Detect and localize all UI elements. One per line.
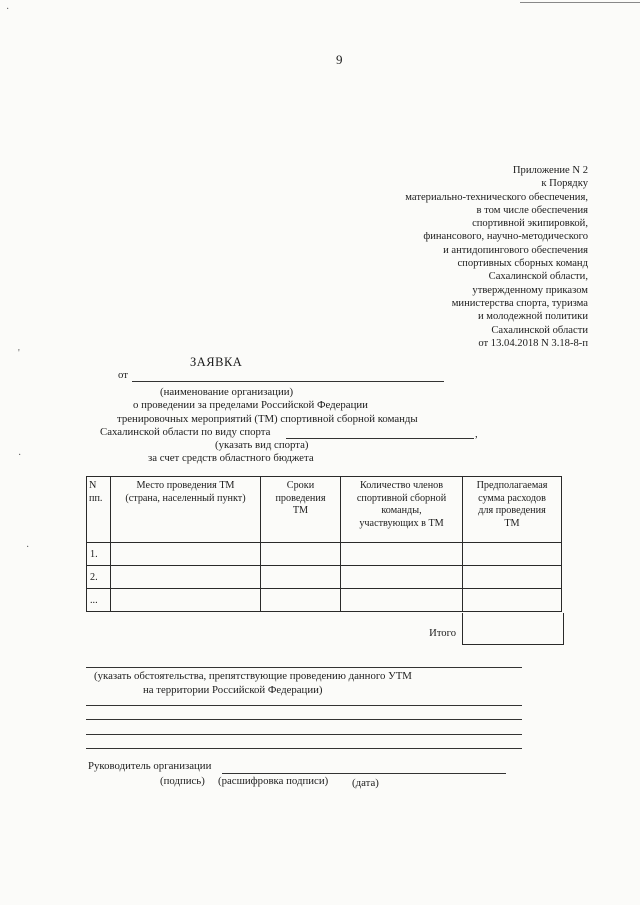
blank-line[interactable]: [86, 734, 522, 735]
appendix-line: министерства спорта, туризма: [451, 297, 588, 309]
blank-line[interactable]: [86, 748, 522, 749]
cell-expenses[interactable]: [463, 566, 562, 589]
header-dates: [261, 477, 341, 543]
scan-speck: ·: [26, 542, 30, 553]
circumstances-hint: на территории Российской Федерации): [143, 684, 323, 696]
appendix-line: и антидопингового обеспечения: [443, 244, 588, 256]
circumstances-hint: (указать обстоятельства, препятствующие проведению данного УТМ: [94, 670, 412, 682]
cell-expenses[interactable]: [463, 543, 562, 566]
head-label: Руководитель организации: [88, 760, 212, 772]
cell-dates[interactable]: [261, 589, 341, 612]
cell-members[interactable]: [341, 566, 463, 589]
sport-type-line[interactable]: [286, 438, 474, 439]
cell-members[interactable]: [341, 543, 463, 566]
cell-expenses[interactable]: [463, 589, 562, 612]
blank-line[interactable]: [86, 705, 522, 706]
header-text: Количество членов спортивной сборной команды, участвующих в ТМ: [356, 480, 447, 529]
sign-hint: (подпись): [160, 775, 205, 787]
comma: ,: [475, 428, 478, 440]
header-text: Место проведения ТМ (страна, населенный пункт): [125, 480, 246, 504]
decode-hint: (расшифровка подписи): [218, 775, 329, 787]
row-number: 2.: [87, 566, 111, 589]
circumstances-line[interactable]: [86, 667, 522, 668]
appendix-line: Приложение N 2: [512, 165, 588, 176]
cell-dates[interactable]: [261, 566, 341, 589]
signature-line[interactable]: [222, 773, 506, 774]
header-text: N пп.: [89, 480, 103, 504]
appendix-block: [405, 164, 588, 350]
table-row: [87, 589, 562, 612]
funding-line: за счет средств областного бюджета: [148, 452, 314, 464]
table-row: [87, 543, 562, 566]
events-table: [86, 476, 562, 612]
row-number: 1.: [87, 543, 111, 566]
total-label: Итого: [429, 628, 456, 639]
cell-place[interactable]: [111, 589, 261, 612]
appendix-line: спортивных сборных команд: [457, 258, 588, 270]
cell-dates[interactable]: [261, 543, 341, 566]
appendix-line: утвержденному приказом: [472, 284, 588, 296]
date-hint: (дата): [352, 777, 379, 789]
scan-edge-line: [520, 2, 640, 3]
appendix-line: материально-технического обеспечения,: [405, 191, 588, 203]
header-place: [111, 477, 261, 543]
header-number: [87, 477, 111, 543]
total-cell[interactable]: [462, 613, 564, 645]
appendix-line: спортивной экипировкой,: [472, 218, 588, 230]
header-expenses: [463, 477, 562, 543]
form-text-line: Сахалинской области по виду спорта: [100, 426, 271, 438]
scan-speck: ·: [6, 4, 10, 15]
appendix-line: к Порядку: [541, 178, 588, 190]
header-members: [341, 477, 463, 543]
row-number: ...: [87, 589, 111, 612]
cell-members[interactable]: [341, 589, 463, 612]
scan-speck: ': [18, 348, 20, 359]
header-text: Сроки проведения ТМ: [275, 480, 326, 516]
appendix-line: финансового, научно-методического: [423, 231, 588, 243]
organization-name-line[interactable]: [132, 381, 444, 382]
appendix-line: Сахалинской области,: [488, 271, 588, 283]
sport-hint: (указать вид спорта): [215, 439, 309, 451]
cell-place[interactable]: [111, 543, 261, 566]
from-label: от: [118, 369, 128, 381]
header-text: Предполагаемая сумма расходов для проведения ТМ: [476, 480, 548, 529]
organization-hint: (наименование организации): [160, 386, 294, 398]
table-row: [87, 566, 562, 589]
form-text-line: о проведении за пределами Российской Федерации: [133, 399, 368, 411]
table-header-row: [87, 477, 562, 543]
appendix-line: от 13.04.2018 N 3.18-8-п: [478, 337, 588, 349]
appendix-line: и молодежной политики: [477, 311, 588, 323]
appendix-line: в том числе обеспечения: [476, 204, 588, 216]
form-text-line: тренировочных мероприятий (ТМ) спортивной сборной команды: [117, 413, 418, 425]
appendix-line: Сахалинской области: [491, 324, 588, 336]
cell-place[interactable]: [111, 566, 261, 589]
scan-speck: ·: [18, 450, 22, 461]
form-title: ЗАЯВКА: [190, 355, 243, 369]
page-number: 9: [336, 52, 343, 67]
blank-line[interactable]: [86, 719, 522, 720]
